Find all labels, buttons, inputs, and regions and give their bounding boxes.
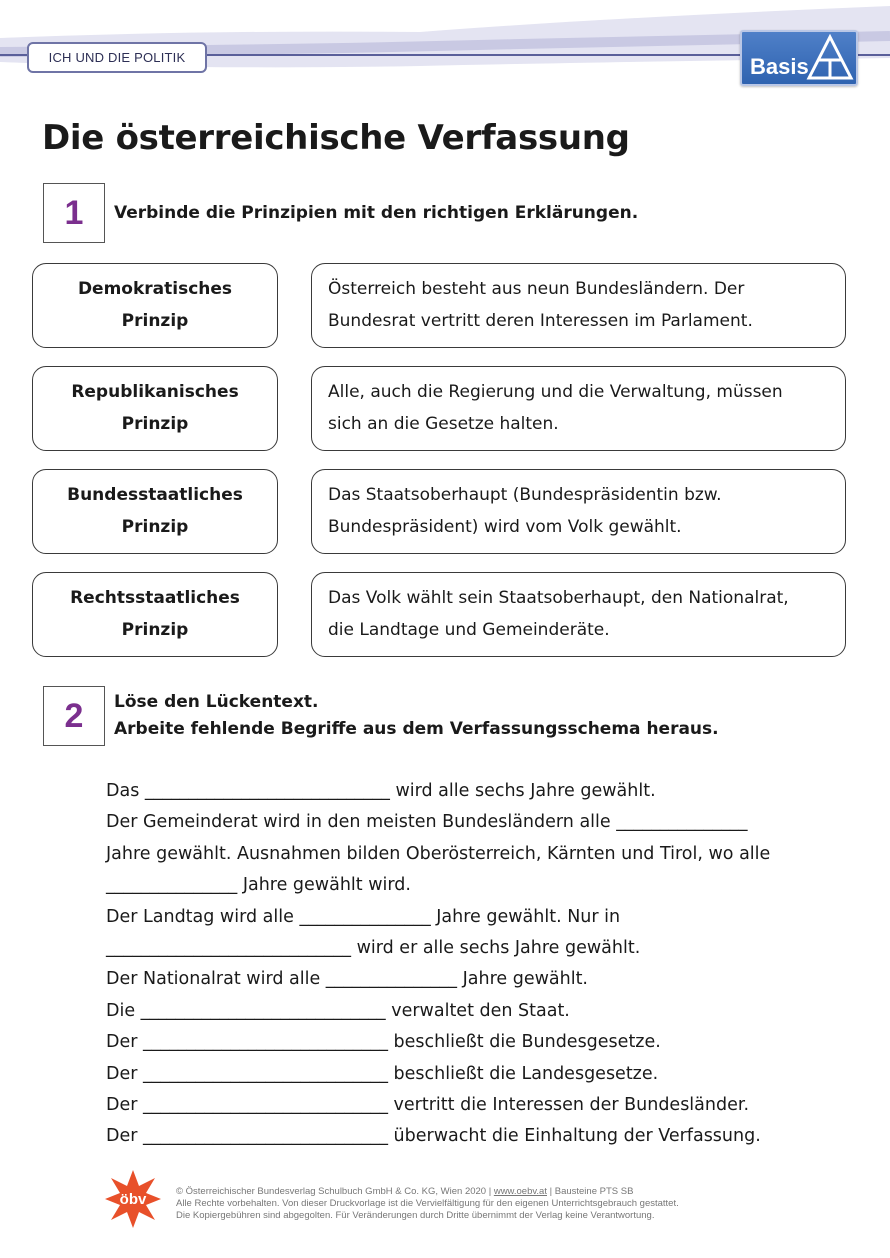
oebv-logo-text: öbv <box>119 1191 147 1208</box>
explanation-text: die Landtage und Gemeinderäte. <box>328 620 610 640</box>
principle-box[interactable] <box>32 572 278 657</box>
footer-line3: Die Kopiergebühren sind abgegolten. Für Veränderungen durch Dritte übernimmt der Verlag keine Verantwortung. <box>176 1210 655 1221</box>
explanation-text: Bundespräsident) wird vom Volk gewählt. <box>328 517 682 537</box>
cloze-text <box>106 776 866 1153</box>
footer-line2: Alle Rechte vorbehalten. Von dieser Druckvorlage ist die Vervielfältigung für den eigenen Unterrichtsgebrauch gestattet. <box>176 1198 679 1209</box>
explanation-text: Das Staatsoberhaupt (Bundespräsidentin bzw. <box>328 485 722 505</box>
explanation-text: sich an die Gesetze halten. <box>328 414 559 434</box>
cloze-line[interactable]: Der Nationalrat wird alle _______________ Jahre gewählt. <box>106 969 588 990</box>
task-1-number: 1 <box>43 183 105 243</box>
principle-label: Bundesstaatliches <box>67 485 243 505</box>
principle-label: Prinzip <box>121 517 189 537</box>
explanation-text: Das Volk wählt sein Staatsoberhaupt, den Nationalrat, <box>328 588 789 608</box>
cloze-line[interactable]: Der ____________________________ überwacht die Einhaltung der Verfassung. <box>106 1126 761 1147</box>
cloze-line[interactable]: Der ____________________________ vertritt die Interessen der Bundesländer. <box>106 1095 750 1116</box>
explanation-text: Bundesrat vertritt deren Interessen im Parlament. <box>328 311 753 331</box>
principle-box[interactable] <box>32 263 278 348</box>
explanation-text: Alle, auch die Regierung und die Verwaltung, müssen <box>328 382 783 402</box>
footer-line1-after: | Bausteine PTS SB <box>546 1186 634 1197</box>
task-1-instruction: Verbinde die Prinzipien mit den richtigen Erklärungen. <box>114 203 639 223</box>
principle-label: Prinzip <box>121 414 189 434</box>
footer-line1-before: © Österreichischer Bundesverlag Schulbuch GmbH & Co. KG, Wien 2020 | <box>176 1186 494 1197</box>
explanation-box[interactable] <box>311 469 846 554</box>
principle-box[interactable] <box>32 366 278 451</box>
level-badge <box>740 30 858 86</box>
task-2-instruction-line-2: Arbeite fehlende Begriffe aus dem Verfassungsschema heraus. <box>114 719 719 739</box>
task-2-instruction-line-1: Löse den Lückentext. <box>114 692 319 712</box>
cloze-line[interactable]: Der ____________________________ beschließt die Landesgesetze. <box>106 1063 659 1084</box>
page-title: Die österreichische Verfassung <box>42 118 630 158</box>
publisher-link[interactable]: www.oebv.at <box>493 1186 547 1197</box>
explanation-box[interactable] <box>311 572 846 657</box>
cloze-line[interactable]: Das ____________________________ wird alle sechs Jahre gewählt. <box>106 781 656 801</box>
principle-label: Demokratisches <box>77 279 233 299</box>
principle-label: Prinzip <box>121 311 189 331</box>
principle-box[interactable] <box>32 469 278 554</box>
cloze-line[interactable]: Der ____________________________ beschließt die Bundesgesetze. <box>106 1032 661 1053</box>
oebv-logo <box>104 1168 162 1230</box>
section-label: ICH UND DIE POLITIK <box>27 42 207 73</box>
cloze-line[interactable]: Der Gemeinderat wird in den meisten Bundesländern alle _______________ <box>106 812 748 833</box>
explanation-text: Österreich besteht aus neun Bundesländern. Der <box>328 279 745 299</box>
cloze-line[interactable]: _______________ Jahre gewählt wird. <box>106 875 411 896</box>
cloze-line: Jahre gewählt. Ausnahmen bilden Oberösterreich, Kärnten und Tirol, wo alle <box>106 843 771 864</box>
cloze-line[interactable]: Der Landtag wird alle _______________ Jahre gewählt. Nur in <box>106 906 621 927</box>
level-badge-label: Basis <box>750 54 809 79</box>
principle-label: Prinzip <box>121 620 189 640</box>
explanation-box[interactable] <box>311 366 846 451</box>
cloze-line[interactable]: Die ____________________________ verwaltet den Staat. <box>106 1000 570 1021</box>
principle-label: Rechtsstaatliches <box>70 588 240 608</box>
explanation-box[interactable] <box>311 263 846 348</box>
triangle-level-icon <box>806 34 854 82</box>
cloze-line[interactable]: ____________________________ wird er alle sechs Jahre gewählt. <box>106 938 641 959</box>
principle-label: Republikanisches <box>71 382 239 402</box>
task-2-number: 2 <box>43 686 105 746</box>
footer-copyright <box>176 1186 866 1222</box>
